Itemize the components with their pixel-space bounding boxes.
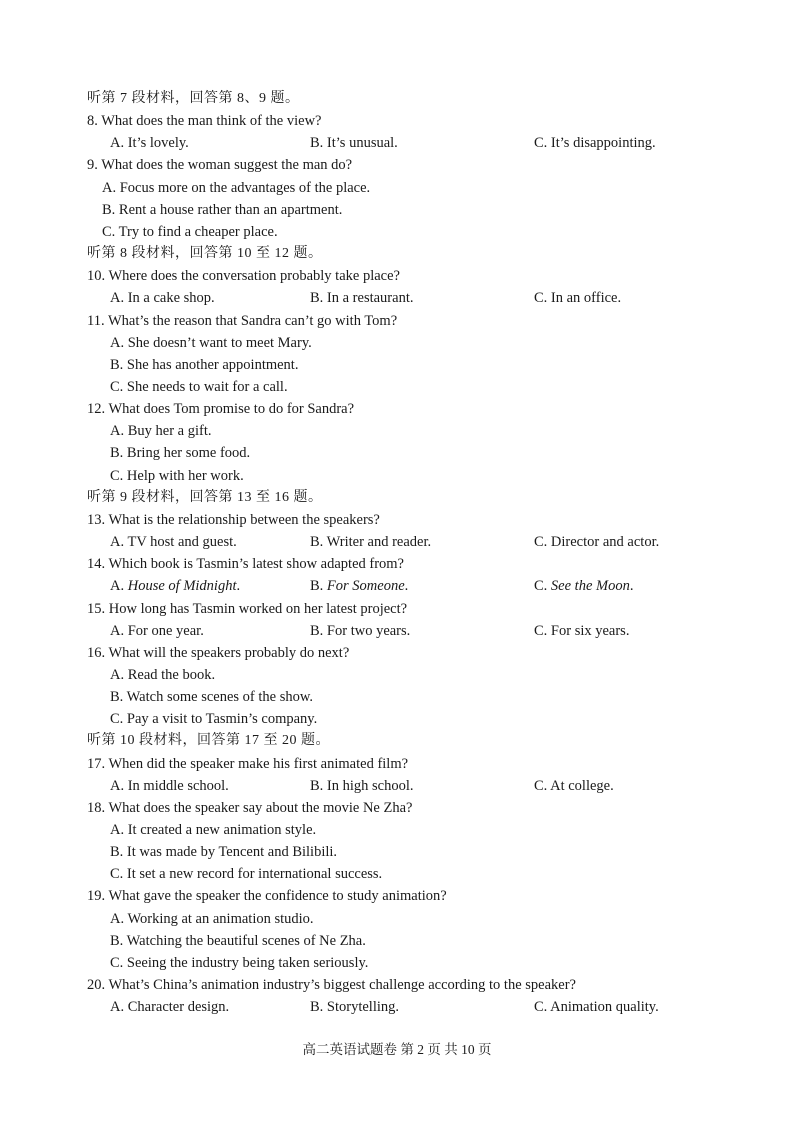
- answer-options-row: [0, 575, 794, 597]
- question-stem: 17. When did the speaker make his first animated film?: [87, 755, 409, 772]
- answer-option: A. Character design.: [110, 999, 230, 1016]
- answer-option: C. Animation quality.: [534, 999, 659, 1016]
- answer-option: A. She doesn’t want to meet Mary.: [110, 334, 312, 351]
- answer-option: A. In middle school.: [110, 777, 229, 794]
- answer-option: A. Focus more on the advantages of the place.: [102, 179, 371, 196]
- question-stem: 8. What does the man think of the view?: [87, 113, 322, 130]
- question-stem: 12. What does Tom promise to do for Sandra?: [87, 401, 355, 418]
- answer-option: A. It’s lovely.: [110, 135, 189, 152]
- question-stem: 9. What does the woman suggest the man do?: [87, 157, 353, 174]
- answer-options-row: [0, 996, 794, 1018]
- option-letter: C.: [534, 578, 551, 595]
- book-title: For Someone: [326, 578, 405, 595]
- section-heading: 听第 8 段材料，回答第 10 至 12 题。: [87, 246, 323, 261]
- answer-option: B. She has another appointment.: [110, 356, 299, 373]
- answer-option: C. Help with her work.: [110, 467, 244, 484]
- answer-option: A. It created a new animation style.: [110, 821, 317, 838]
- answer-option: A. In a cake shop.: [110, 290, 215, 307]
- answer-option: B. Watch some scenes of the show.: [110, 689, 313, 705]
- answer-option: B. Rent a house rather than an apartment.: [102, 201, 343, 218]
- answer-option: C. She needs to wait for a call.: [110, 378, 288, 395]
- answer-option: A. TV host and guest.: [110, 534, 237, 550]
- question-stem: 16. What will the speakers probably do next?: [87, 644, 350, 661]
- option-period: .: [404, 578, 409, 595]
- answer-option: C. In an office.: [534, 290, 622, 307]
- option-period: .: [236, 578, 241, 595]
- answer-option: B. In a restaurant.: [310, 290, 414, 307]
- answer-option: B. It’s unusual.: [310, 135, 398, 152]
- answer-options-row: [0, 531, 794, 553]
- answer-option: C. Director and actor.: [534, 534, 660, 550]
- question-stem: 13. What is the relationship between the speakers?: [87, 511, 380, 528]
- answer-option: C. It’s disappointing.: [534, 135, 656, 152]
- answer-option: A. Buy her a gift.: [110, 423, 212, 440]
- answer-options-row: [0, 287, 794, 309]
- section-heading: 听第 7 段材料，回答第 8、9 题。: [87, 91, 300, 106]
- question-stem: 11. What’s the reason that Sandra can’t go with Tom?: [87, 312, 398, 329]
- answer-options-row: [0, 775, 794, 797]
- answer-option: A. For one year.: [110, 622, 204, 639]
- answer-option: C. Try to find a cheaper place.: [102, 223, 278, 240]
- answer-option: C. It set a new record for international success.: [110, 866, 383, 883]
- answer-option: A. Read the book.: [110, 666, 216, 683]
- question-stem: 19. What gave the speaker the confidence to study animation?: [87, 888, 447, 905]
- page-footer: 高二英语试题卷 第 2 页 共 10 页: [302, 1042, 492, 1057]
- question-stem: 18. What does the speaker say about the movie Ne Zha?: [87, 799, 413, 816]
- book-title: See the Moon: [550, 578, 630, 595]
- answer-option: B. It was made by Tencent and Bilibili.: [110, 844, 338, 861]
- question-stem: 10. Where does the conversation probably take place?: [87, 268, 400, 285]
- question-stem: 14. Which book is Tasmin’s latest show adapted from?: [87, 556, 404, 573]
- answer-option: B. In high school.: [310, 777, 414, 794]
- question-stem: 15. How long has Tasmin worked on her latest project?: [87, 600, 408, 617]
- answer-option: B. For two years.: [310, 622, 411, 639]
- option-period: .: [629, 578, 634, 595]
- answer-option: C. At college.: [534, 777, 614, 794]
- answer-option: C. Pay a visit to Tasmin’s company.: [110, 711, 318, 728]
- section-heading: 听第 10 段材料，回答第 17 至 20 题。: [87, 733, 330, 749]
- answer-option: C. For six years.: [534, 622, 630, 639]
- answer-option: A. Working at an animation studio.: [110, 910, 314, 927]
- section-heading: 听第 9 段材料，回答第 13 至 16 题。: [87, 489, 323, 505]
- answer-option: B. Watching the beautiful scenes of Ne Zha.: [110, 932, 366, 949]
- answer-options-row: [0, 620, 794, 642]
- answer-option: [110, 575, 240, 597]
- book-title: House of Midnight: [127, 578, 237, 595]
- option-letter: B.: [310, 578, 327, 595]
- answer-options-row: [0, 132, 794, 154]
- option-letter: A.: [110, 578, 128, 595]
- answer-option: [310, 575, 408, 597]
- question-stem: 20. What’s China’s animation industry’s biggest challenge according to the speaker?: [87, 977, 576, 993]
- answer-option: [534, 575, 633, 597]
- answer-option: C. Seeing the industry being taken seriously.: [110, 954, 369, 971]
- answer-option: B. Bring her some food.: [110, 445, 251, 462]
- answer-option: B. Writer and reader.: [310, 534, 432, 550]
- answer-option: B. Storytelling.: [310, 999, 400, 1016]
